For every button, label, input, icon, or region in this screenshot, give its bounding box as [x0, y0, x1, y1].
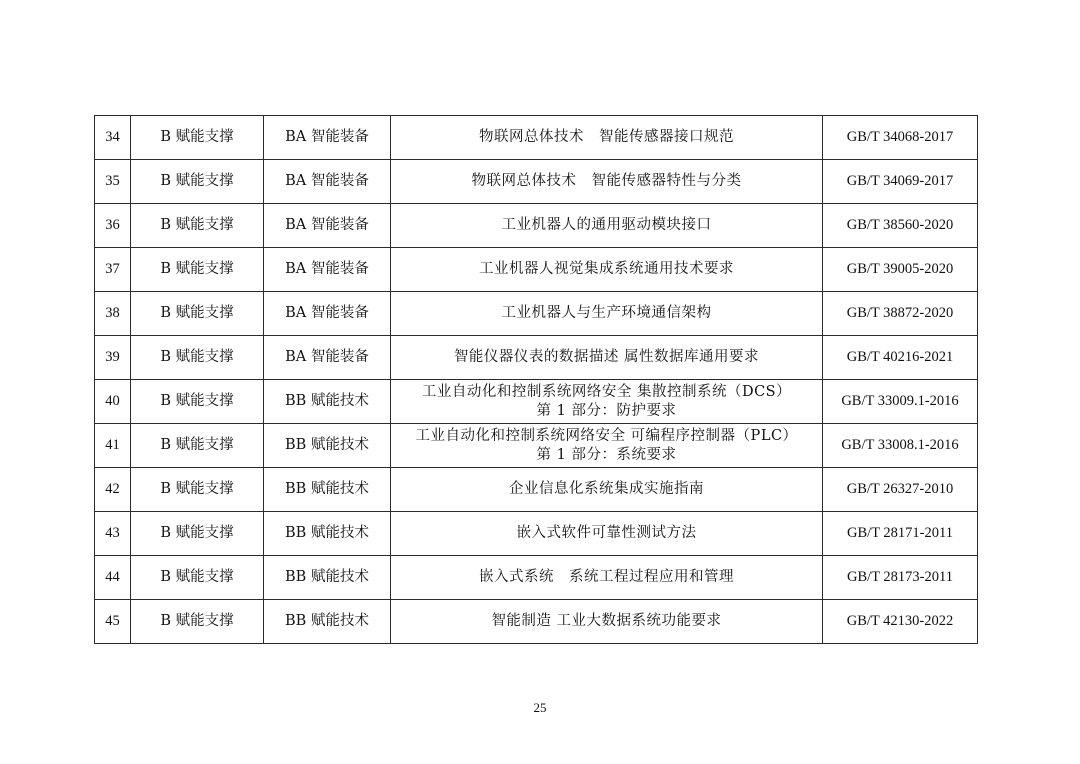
- table-row: [95, 248, 978, 292]
- standard-name-cell: [391, 116, 823, 160]
- category-cell: B 赋能支撑: [131, 292, 264, 336]
- standard-name-line: 工业机器人与生产环境通信架构: [501, 305, 712, 321]
- standard-name-line: 工业机器人视觉集成系统通用技术要求: [479, 261, 734, 277]
- subcategory-cell: BA 智能装备: [264, 116, 391, 160]
- row-number-cell: 38: [95, 292, 131, 336]
- subcategory-cell: BB 赋能技术: [264, 468, 391, 512]
- standard-name-cell: [391, 468, 823, 512]
- row-number-cell: 42: [95, 468, 131, 512]
- subcategory-cell: BA 智能装备: [264, 160, 391, 204]
- row-number-cell: 36: [95, 204, 131, 248]
- standard-name-line: 嵌入式系统 系统工程过程应用和管理: [479, 569, 734, 585]
- standard-code-cell: GB/T 33008.1-2016: [823, 424, 978, 468]
- subcategory-cell: BB 赋能技术: [264, 556, 391, 600]
- standard-code-cell: GB/T 42130-2022: [823, 600, 978, 644]
- subcategory-cell: BA 智能装备: [264, 248, 391, 292]
- subcategory-cell: BA 智能装备: [264, 292, 391, 336]
- standard-code-cell: GB/T 34069-2017: [823, 160, 978, 204]
- category-cell: B 赋能支撑: [131, 160, 264, 204]
- standard-name-line: 工业机器人的通用驱动模块接口: [501, 217, 712, 233]
- table-row: [95, 336, 978, 380]
- subcategory-cell: BB 赋能技术: [264, 512, 391, 556]
- category-cell: B 赋能支撑: [131, 336, 264, 380]
- row-number-cell: 43: [95, 512, 131, 556]
- standard-name-cell: [391, 292, 823, 336]
- table-row: [95, 204, 978, 248]
- standard-code-cell: GB/T 39005-2020: [823, 248, 978, 292]
- standard-name-cell: [391, 204, 823, 248]
- standard-name-line: 第 1 部分：防护要求: [536, 402, 677, 419]
- standard-name-cell: [391, 556, 823, 600]
- row-number-cell: 45: [95, 600, 131, 644]
- standards-table: [94, 115, 978, 644]
- table-row: [95, 512, 978, 556]
- table-row: [95, 380, 978, 424]
- standard-code-cell: GB/T 38560-2020: [823, 204, 978, 248]
- subcategory-cell: BA 智能装备: [264, 336, 391, 380]
- standard-name-cell: [391, 600, 823, 644]
- standard-code-cell: GB/T 40216-2021: [823, 336, 978, 380]
- standard-name-cell: [391, 248, 823, 292]
- row-number-cell: 40: [95, 380, 131, 424]
- subcategory-cell: BB 赋能技术: [264, 600, 391, 644]
- table-row: [95, 292, 978, 336]
- subcategory-cell: BA 智能装备: [264, 204, 391, 248]
- category-cell: B 赋能支撑: [131, 556, 264, 600]
- table-row: [95, 424, 978, 468]
- standard-name-cell: [391, 512, 823, 556]
- standard-name-line: 工业自动化和控制系统网络安全 集散控制系统（DCS）: [421, 383, 792, 400]
- category-cell: B 赋能支撑: [131, 512, 264, 556]
- standard-code-cell: GB/T 38872-2020: [823, 292, 978, 336]
- standard-name-line: 智能制造 工业大数据系统功能要求: [491, 613, 722, 629]
- table-row: [95, 600, 978, 644]
- standard-name-cell: [391, 380, 823, 424]
- category-cell: B 赋能支撑: [131, 204, 264, 248]
- category-cell: B 赋能支撑: [131, 600, 264, 644]
- table-row: [95, 116, 978, 160]
- standard-name-line: 工业自动化和控制系统网络安全 可编程序控制器（PLC）: [415, 427, 798, 444]
- table-row: [95, 556, 978, 600]
- category-cell: B 赋能支撑: [131, 424, 264, 468]
- subcategory-cell: BB 赋能技术: [264, 380, 391, 424]
- row-number-cell: 37: [95, 248, 131, 292]
- standard-name-line: 企业信息化系统集成实施指南: [509, 481, 704, 497]
- table-row: [95, 468, 978, 512]
- standard-code-cell: GB/T 33009.1-2016: [823, 380, 978, 424]
- category-cell: B 赋能支撑: [131, 468, 264, 512]
- row-number-cell: 41: [95, 424, 131, 468]
- standard-name-line: 嵌入式软件可靠性测试方法: [516, 525, 697, 541]
- standard-name-line: 物联网总体技术 智能传感器特性与分类: [471, 173, 742, 189]
- page-number: 25: [533, 700, 547, 715]
- category-cell: B 赋能支撑: [131, 248, 264, 292]
- category-cell: B 赋能支撑: [131, 116, 264, 160]
- standards-table-body: [95, 116, 978, 644]
- standard-code-cell: GB/T 34068-2017: [823, 116, 978, 160]
- standard-name-cell: [391, 424, 823, 468]
- table-row: [95, 160, 978, 204]
- standard-code-cell: GB/T 28171-2011: [823, 512, 978, 556]
- row-number-cell: 44: [95, 556, 131, 600]
- standard-name-cell: [391, 160, 823, 204]
- standard-name-line: 智能仪器仪表的数据描述 属性数据库通用要求: [453, 349, 760, 365]
- row-number-cell: 35: [95, 160, 131, 204]
- row-number-cell: 34: [95, 116, 131, 160]
- standard-name-cell: [391, 336, 823, 380]
- standard-name-line: 物联网总体技术 智能传感器接口规范: [479, 129, 734, 145]
- standard-name-line: 第 1 部分：系统要求: [536, 446, 677, 463]
- subcategory-cell: BB 赋能技术: [264, 424, 391, 468]
- row-number-cell: 39: [95, 336, 131, 380]
- standard-code-cell: GB/T 26327-2010: [823, 468, 978, 512]
- category-cell: B 赋能支撑: [131, 380, 264, 424]
- standard-code-cell: GB/T 28173-2011: [823, 556, 978, 600]
